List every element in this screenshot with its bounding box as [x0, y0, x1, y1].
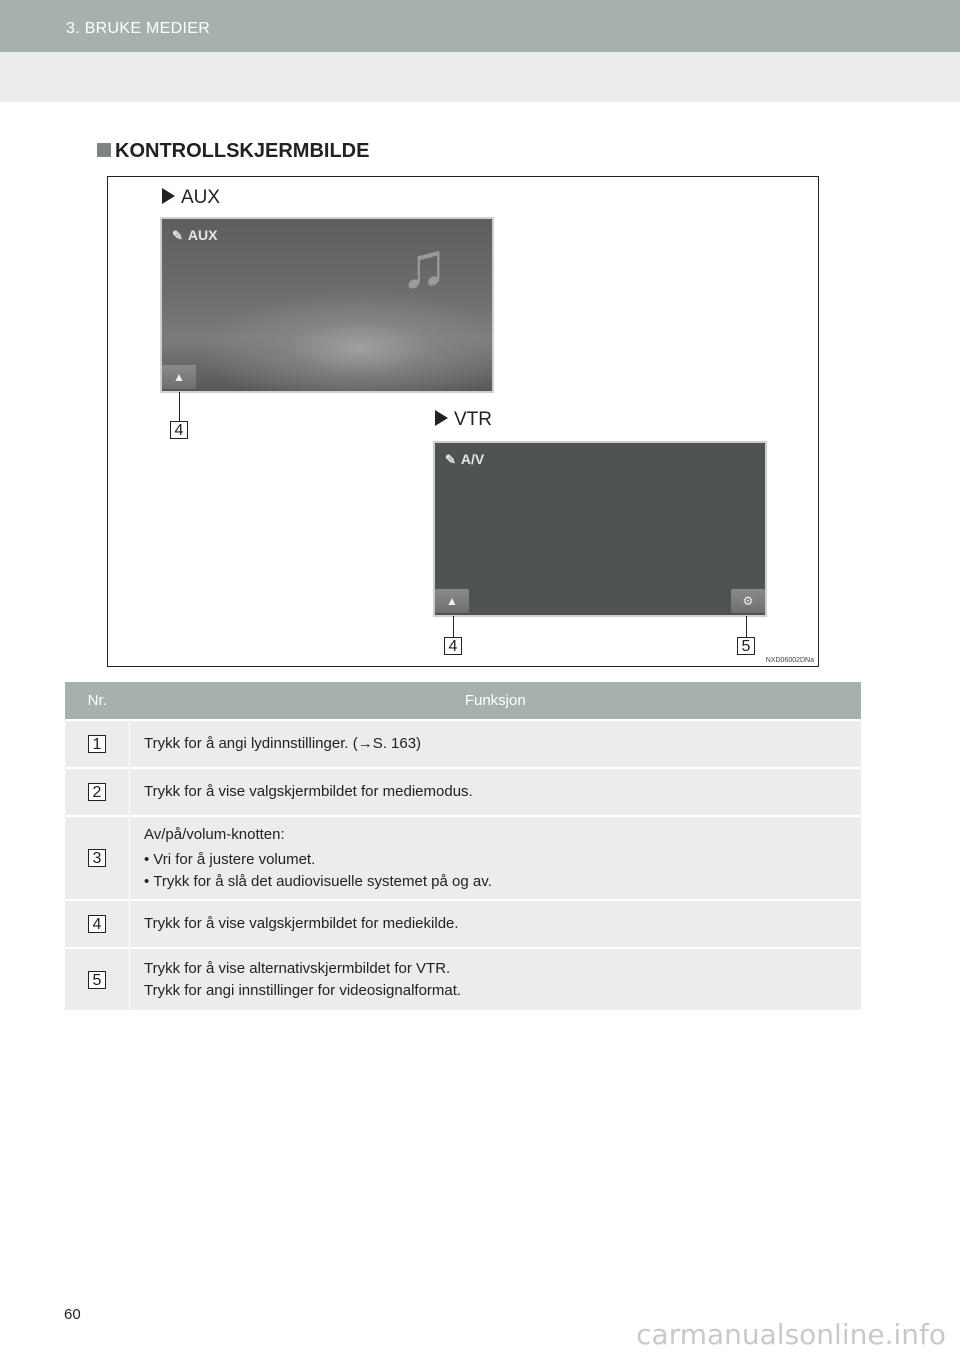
aux-label: [162, 187, 220, 209]
number-box: 4: [88, 915, 106, 933]
vtr-label-text: VTR: [454, 409, 492, 430]
number-box: 5: [88, 971, 106, 989]
row-number: [65, 900, 130, 948]
description-line: Trykk for å vise valgskjermbildet for mediekilde.: [144, 915, 459, 932]
row-number: [65, 816, 130, 900]
bullet-item: • Vri for å justere volumet.: [144, 849, 847, 871]
header-band: [0, 52, 960, 102]
vtr-screen-title-text: A/V: [460, 451, 485, 467]
vtr-screen: [433, 441, 767, 617]
page-number: 60: [64, 1306, 81, 1323]
description-line: Trykk for angi innstillinger for videosignalformat.: [144, 981, 462, 999]
control-screen-figure: [107, 176, 819, 667]
row-description: [130, 900, 862, 948]
row-number: [65, 768, 130, 816]
function-table: [65, 682, 861, 1010]
vtr-label: [435, 409, 492, 431]
callout-line: [746, 616, 747, 637]
aux-label-text: AUX: [181, 187, 221, 208]
row-description: [130, 948, 862, 1010]
car-icon: ▲: [173, 370, 185, 384]
section-heading: [97, 140, 369, 163]
number-box: 3: [88, 849, 106, 867]
row-description: [130, 720, 862, 768]
aux-screen-title: [172, 227, 217, 244]
row-description: [130, 768, 862, 816]
callout-4: 4: [170, 421, 188, 439]
row-number: [65, 720, 130, 768]
pen-icon: ✎: [445, 452, 456, 467]
arrow-right-icon: [162, 188, 175, 204]
square-bullet-icon: [97, 143, 111, 157]
aux-screen-title-text: AUX: [187, 227, 218, 243]
callout-line: [179, 392, 180, 421]
bullet-item: • Trykk for å slå det audiovisuelle systemet på og av.: [144, 871, 847, 893]
section-title: KONTROLLSKJERMBILDE: [115, 140, 370, 162]
number-box: 1: [88, 735, 106, 753]
description-line: Trykk for å vise alternativskjermbildet for VTR.: [144, 959, 451, 977]
arrow-right-icon: [435, 410, 448, 426]
table-row: [65, 948, 861, 1010]
figure-code: NXD06002DNa: [765, 657, 814, 664]
row-number: [65, 948, 130, 1010]
row-description: [130, 816, 862, 900]
pen-icon: ✎: [172, 228, 183, 243]
callout-line: [453, 616, 454, 637]
music-note-icon: ♫: [400, 229, 448, 301]
table-row: [65, 768, 861, 816]
media-source-button[interactable]: [162, 365, 196, 389]
chapter-header: [0, 0, 960, 52]
description-line: Trykk for å vise valgskjermbildet for mediemodus.: [144, 783, 473, 800]
watermark: carmanualsonline.info: [636, 1318, 946, 1351]
car-icon: ▲: [446, 594, 458, 608]
video-settings-button[interactable]: [731, 589, 765, 613]
column-header-funksjon: Funksjon: [130, 682, 862, 720]
description-line: Trykk for å angi lydinnstillinger. (→S. 163): [144, 735, 422, 752]
table-row: [65, 900, 861, 948]
column-header-nr: Nr.: [65, 682, 130, 720]
table-row: [65, 720, 861, 768]
callout-5: 5: [737, 637, 755, 655]
chapter-title: 3. BRUKE MEDIER: [66, 20, 211, 37]
description-line: Av/på/volum-knotten:: [144, 825, 285, 843]
settings-icon: ⚙: [742, 594, 754, 608]
aux-screen: [160, 217, 494, 393]
vtr-screen-title: [445, 451, 484, 468]
table-row: [65, 816, 861, 900]
callout-4: 4: [444, 637, 462, 655]
media-source-button[interactable]: [435, 589, 469, 613]
number-box: 2: [88, 783, 106, 801]
